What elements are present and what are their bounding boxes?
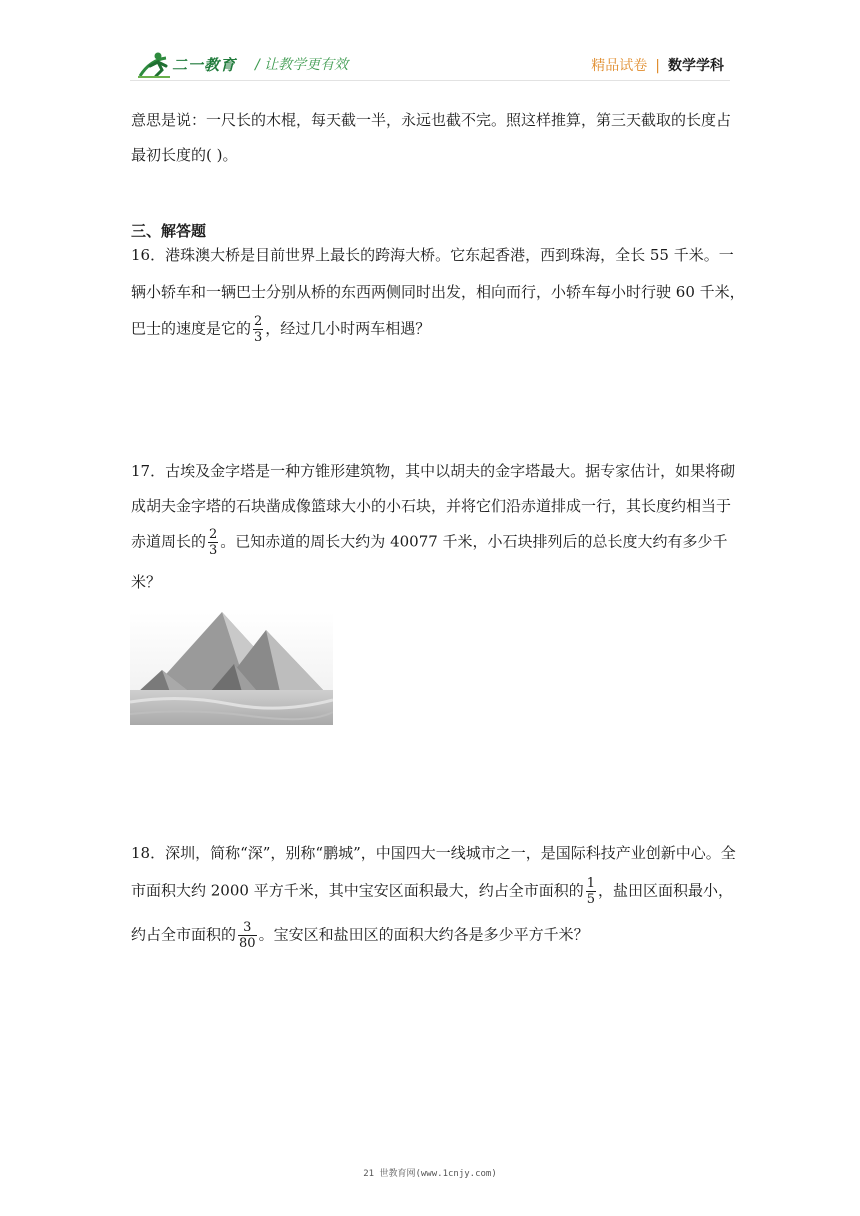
q17-frac-den: 3	[209, 543, 218, 558]
continuation-line-2: 最初长度的( )。	[131, 146, 238, 164]
header-tags	[591, 55, 724, 75]
tag-separator: |	[655, 58, 660, 74]
q17-text-after: 。已知赤道的周长大约为 40077 千米，小石块排列后的总长度大约有多少千	[220, 532, 728, 551]
q16-frac-num: 2	[254, 314, 263, 329]
q17-line-2: 成胡夫金字塔的石块凿成像篮球大小的小石块，并将它们沿赤道排成一行，其长度约相当于	[131, 497, 732, 515]
q18-fraction-1	[586, 876, 596, 907]
q18-frac1-num: 1	[586, 876, 595, 891]
q17-frac-num: 2	[209, 527, 218, 542]
section-title: 三、解答题	[131, 222, 207, 240]
q17-line-4: 米？	[131, 573, 162, 591]
q16-line-2: 辆小轿车和一辆巴士分别从桥的东西两侧同时出发，相向而行，小轿车每小时行驶 60 千米，	[131, 283, 745, 301]
q18-text-before-2: 约占全市面积的	[131, 925, 237, 944]
q18-text-after-2: 。宝安区和盐田区的面积大约各是多少平方千米？	[258, 925, 589, 944]
q17-line-1: 17．古埃及金字塔是一种方锥形建筑物，其中以胡夫的金字塔最大。据专家估计，如果将砌	[131, 462, 736, 480]
q18-frac2-num: 3	[238, 920, 257, 936]
q18-frac1-den: 5	[586, 892, 595, 907]
q18-frac2-den: 80	[239, 936, 256, 951]
q16-text-after: ，经过几小时两车相遇？	[265, 319, 431, 338]
logo-text: 二一教育	[172, 56, 237, 74]
header-divider	[130, 80, 730, 81]
q18-fraction-2	[238, 920, 257, 951]
page-footer: 21 世教育网(www.1cnjy.com)	[363, 1169, 497, 1179]
q17-fraction	[208, 527, 218, 558]
pyramids-image	[130, 612, 333, 725]
q18-text-after-1: ，盐田区面积最小，	[598, 881, 734, 900]
q16-fraction	[253, 314, 263, 345]
q17-line-3	[131, 527, 731, 558]
q16-frac-den: 3	[254, 330, 263, 345]
q18-line-2	[131, 876, 734, 907]
q18-text-before-1: 市面积大约 2000 平方千米，其中宝安区面积最大，约占全市面积的	[131, 881, 584, 900]
page-header	[0, 0, 860, 90]
q16-line-1: 16．港珠澳大桥是目前世界上最长的跨海大桥。它东起香港，西到珠海，全长 55 千米。一	[131, 246, 734, 264]
q18-line-3	[131, 920, 731, 951]
slogan: / 让教学更有效	[255, 57, 349, 73]
q16-text-before: 巴士的速度是它的	[131, 319, 252, 338]
tag-premium: 精品试卷	[591, 58, 648, 74]
q18-line-1: 18．深圳，简称“深”，别称“鹏城”，中国四大一线城市之一，是国际科技产业创新中心。全	[131, 844, 736, 862]
q16-line-3	[131, 314, 731, 345]
tag-subject: 数学学科	[668, 58, 724, 74]
continuation-line-1: 意思是说：一尺长的木棍，每天截一半，永远也截不完。照这样推算，第三天截取的长度占	[131, 111, 732, 129]
q17-text-before: 赤道周长的	[131, 532, 207, 551]
